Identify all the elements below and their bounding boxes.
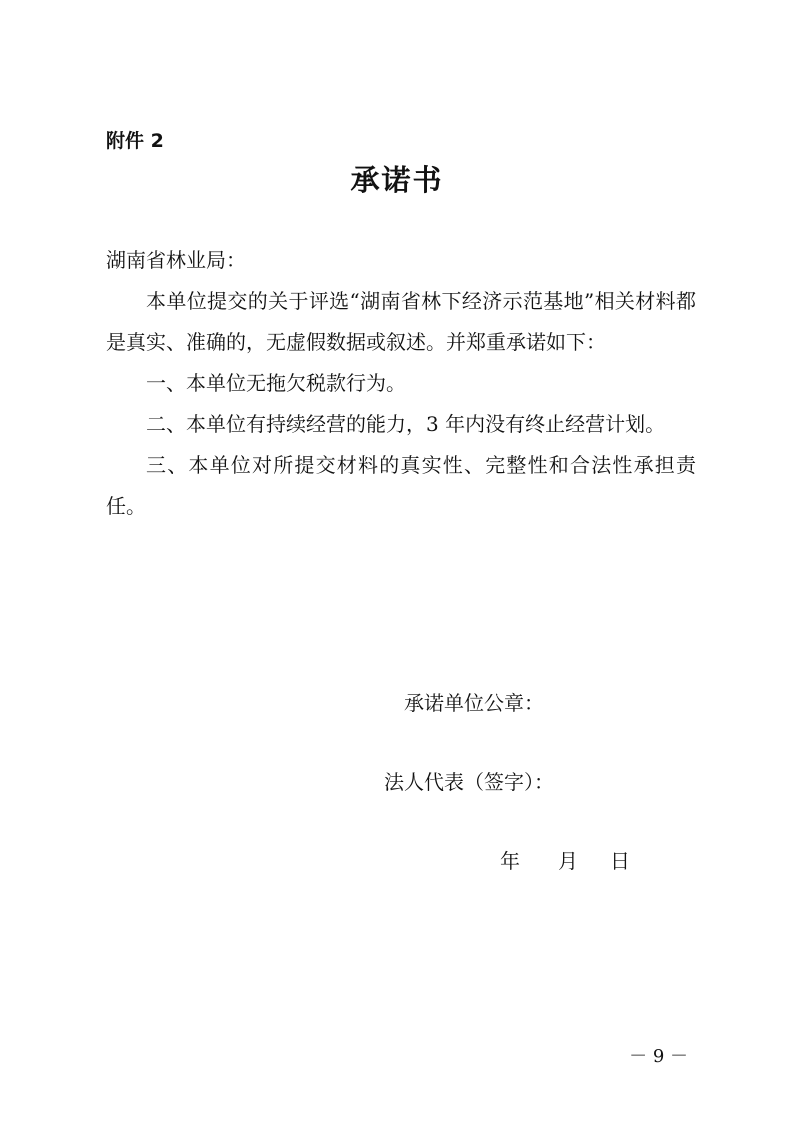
- paragraph-intro: 本单位提交的关于评选“湖南省林下经济示范基地”相关材料都是真实、准确的，无虚假数据或叙述。并郑重承诺如下：: [106, 289, 696, 354]
- paragraph-item-1: 一、本单位无拖欠税款行为。: [146, 371, 406, 395]
- page-number: － 9 －: [629, 1046, 688, 1067]
- seal-label: 承诺单位公章：: [404, 691, 544, 715]
- document-body: [106, 240, 696, 527]
- date-day: 日: [610, 849, 630, 873]
- paragraph-item-2: 二、本单位有持续经营的能力，3 年内没有终止经营计划。: [146, 412, 666, 436]
- attachment-label: 附件 2: [106, 130, 164, 152]
- date-year: 年: [500, 849, 520, 873]
- paragraph-item-3: 三、本单位对所提交材料的真实性、完整性和合法性承担责任。: [106, 453, 696, 518]
- salutation: 湖南省林业局：: [106, 248, 246, 272]
- date-line: [500, 845, 630, 874]
- document-title: 承诺书: [350, 163, 444, 197]
- date-month: 月: [558, 849, 578, 873]
- legal-representative-label: 法人代表（签字）：: [384, 770, 554, 794]
